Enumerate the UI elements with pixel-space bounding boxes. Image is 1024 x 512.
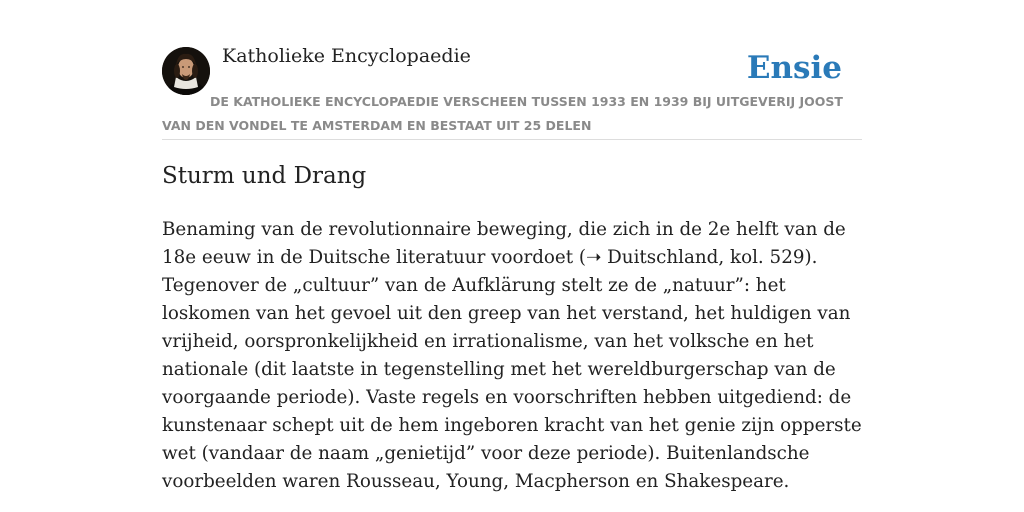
site-description: DE KATHOLIEKE ENCYCLOPAEDIE VERSCHEEN TUSSEN 1933 EN 1939 BIJ UITGEVERIJ JOOST VAN DEN VONDEL TE AMSTERDAM EN BESTAAT UIT 25 DELEN — [162, 94, 843, 133]
brand-logo[interactable]: Ensie — [746, 50, 842, 86]
header-divider — [162, 139, 862, 140]
site-name-link[interactable]: Katholieke Encyclopaedie — [222, 45, 471, 67]
article-body: Benaming van de revolutionnaire beweging, die zich in de 2e helft van de 18e eeuw in de Duitsche literatuur voordoet (➝ Duitschland, kol. 529). Tegenover de „cultuur” van de Aufklärung stelt ze de „natuur”: het loskomen van het gevoel uit den greep van het verstand, het huldigen van vrijheid, oorspronkelijkheid en irrationalisme, van het volksche en het nationale (dit laatste in tegenstelling met het wereldburgerschap van de voorgaande periode). Vaste regels en voorschriften hebben uitgediend: de kunstenaar schept uit de hem ingeboren kracht van het genie zijn opperste wet (vandaar de naam „genietijd” voor deze periode). Buitenlandsche voorbeelden waren Rousseau, Young, Macpherson en Shakespeare. — [162, 219, 862, 492]
portrait-image — [162, 47, 210, 95]
avatar[interactable] — [162, 47, 210, 95]
article-title: Sturm und Drang — [162, 163, 367, 189]
